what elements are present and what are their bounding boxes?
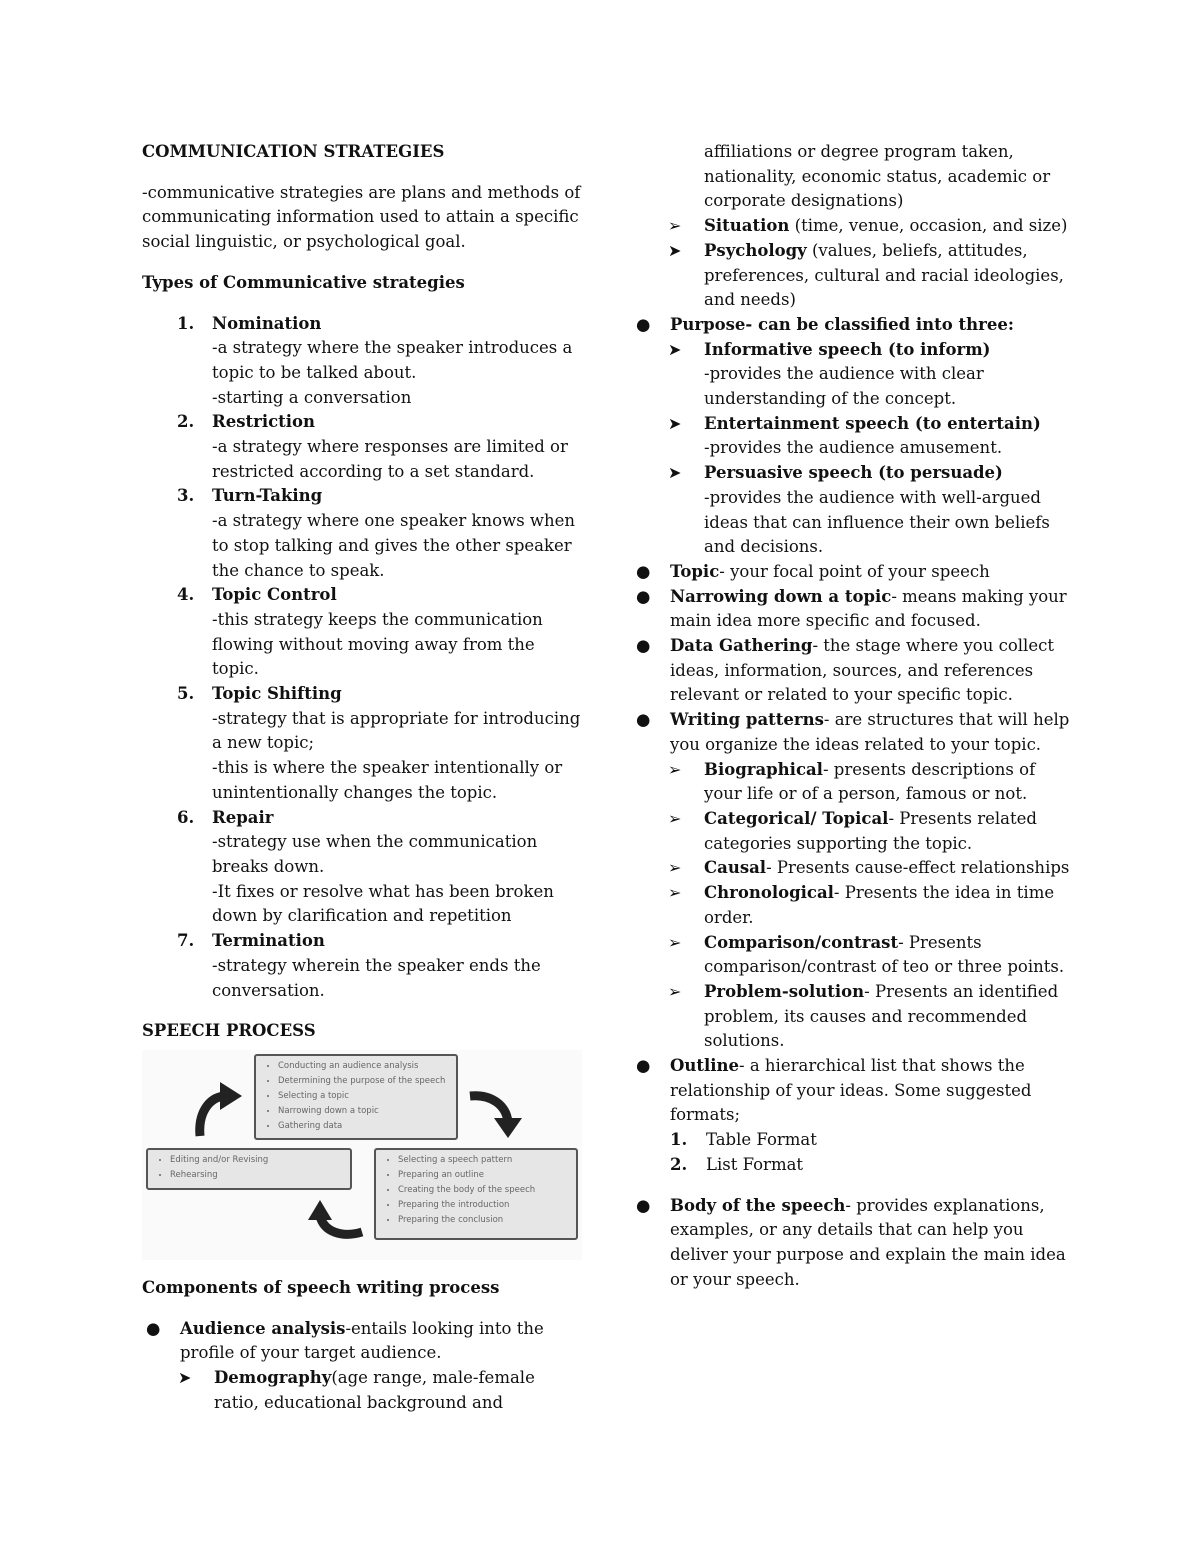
strategy-name: Nomination bbox=[212, 313, 322, 333]
strategy-item bbox=[142, 583, 582, 682]
pattern-item bbox=[668, 856, 1072, 881]
body-of-speech-label: Body of the speech bbox=[670, 1195, 846, 1215]
arrowhead-bullet-icon: ➢ bbox=[668, 808, 682, 828]
demography-text: (age range, male-female ratio, educational background and bbox=[214, 1368, 535, 1412]
situation-text: (time, venue, occasion, and size) bbox=[789, 216, 1068, 236]
bullet-icon: ● bbox=[636, 561, 651, 581]
diagram-step: • Editing and/or Revising bbox=[170, 1153, 342, 1168]
pattern-text: - Presents cause-effect relationships bbox=[766, 858, 1070, 878]
strategy-desc: -starting a conversation bbox=[212, 387, 412, 407]
pattern-label: Causal bbox=[704, 858, 767, 878]
pattern-text: - Presents an identified problem, its causes and recommended solutions. bbox=[704, 981, 1059, 1051]
arrowhead-bullet-icon: ➢ bbox=[668, 759, 682, 779]
psychology-label: Psychology bbox=[704, 240, 807, 260]
strategy-desc: -It fixes or resolve what has been broken down by clarification and repetition bbox=[212, 881, 554, 926]
bullet-icon: ● bbox=[636, 636, 651, 656]
left-column bbox=[142, 140, 582, 1415]
diagram-step: • Determining the purpose of the speech bbox=[278, 1074, 448, 1089]
curved-arrow-up-icon bbox=[190, 1080, 246, 1140]
strategy-number: 2. bbox=[177, 412, 195, 432]
data-gathering-item bbox=[632, 634, 1072, 708]
strategy-number: 5. bbox=[177, 684, 195, 704]
pattern-text: - Presents the idea in time order. bbox=[704, 883, 1055, 927]
strategy-desc: -a strategy where one speaker knows when to stop talking and gives the other speaker the chance to speak. bbox=[212, 511, 576, 580]
strategy-desc: -strategy wherein the speaker ends the conversation. bbox=[212, 955, 541, 1000]
strategy-list bbox=[142, 312, 582, 1004]
bullet-icon: ● bbox=[636, 710, 651, 730]
pattern-item bbox=[668, 980, 1072, 1054]
demography-continuation: affiliations or degree program taken, nationality, economic status, academic or corporate designations) bbox=[704, 142, 1051, 211]
situation-item bbox=[668, 214, 1072, 239]
arrowhead-bullet-icon: ➤ bbox=[668, 339, 682, 359]
pattern-label: Biographical bbox=[704, 759, 823, 779]
demography-item bbox=[178, 1366, 582, 1415]
intro-paragraph: -communicative strategies are plans and methods of communicating information used to attain a specific social linguistic, or psychological goal. bbox=[142, 182, 581, 252]
body-of-speech-text: - provides explanations, examples, or any details that can help you deliver your purpose and explain the main idea or your speech. bbox=[670, 1195, 1066, 1289]
components-heading: Components of speech writing process bbox=[142, 1277, 500, 1297]
diagram-step: • Gathering data bbox=[278, 1119, 448, 1134]
right-column bbox=[632, 140, 1072, 1292]
strategy-name: Topic Control bbox=[212, 585, 337, 605]
diagram-box-postwriting bbox=[146, 1148, 352, 1190]
strategy-name: Turn-Taking bbox=[212, 486, 323, 506]
strategy-desc: -strategy use when the communication breaks down. bbox=[212, 832, 538, 876]
strategy-item bbox=[142, 682, 582, 806]
outline-text: - a hierarchical list that shows the relationship of your ideas. Some suggested formats; bbox=[670, 1056, 1032, 1125]
bullet-icon: ● bbox=[636, 1056, 651, 1076]
bullet-icon: ● bbox=[146, 1318, 161, 1338]
narrowing-item bbox=[632, 585, 1072, 634]
psychology-item bbox=[668, 239, 1072, 313]
strategy-item bbox=[142, 484, 582, 583]
speech-process-diagram bbox=[142, 1050, 582, 1260]
diagram-step: • Selecting a topic bbox=[278, 1089, 448, 1104]
arrowhead-bullet-icon: ➢ bbox=[668, 883, 682, 903]
diagram-step: • Rehearsing bbox=[170, 1168, 342, 1183]
topic-text: - your focal point of your speech bbox=[719, 561, 990, 581]
arrowhead-bullet-icon: ➢ bbox=[668, 858, 682, 878]
pattern-text: - presents descriptions of your life or of a person, famous or not. bbox=[704, 759, 1036, 804]
strategy-name: Restriction bbox=[212, 412, 316, 432]
strategy-item bbox=[142, 929, 582, 1003]
audience-analysis-item bbox=[142, 1317, 582, 1366]
purpose-type-text: -provides the audience with clear understanding of the concept. bbox=[704, 364, 984, 409]
purpose-type-label: Persuasive speech (to persuade) bbox=[704, 463, 1003, 483]
pattern-text: - Presents comparison/contrast of teo or three points. bbox=[704, 932, 1065, 977]
format-number: 2. bbox=[670, 1154, 688, 1174]
arrowhead-bullet-icon: ➤ bbox=[178, 1368, 192, 1388]
bullet-icon: ● bbox=[636, 586, 651, 606]
arrowhead-bullet-icon: ➤ bbox=[668, 413, 682, 433]
speech-process-heading: SPEECH PROCESS bbox=[142, 1021, 316, 1041]
purpose-type-item bbox=[668, 412, 1072, 461]
pattern-text: - Presents related categories supporting the topic. bbox=[704, 808, 1037, 853]
strategy-desc: -this strategy keeps the communication flowing without moving away from the topic. bbox=[212, 609, 543, 679]
writing-patterns-text: - are structures that will help you organize the ideas related to your topic. bbox=[670, 710, 1070, 754]
body-of-speech-item bbox=[632, 1194, 1072, 1293]
diagram-step: • Creating the body of the speech bbox=[398, 1183, 568, 1198]
purpose-type-label: Entertainment speech (to entertain) bbox=[704, 413, 1041, 433]
pattern-label: Problem-solution bbox=[704, 981, 865, 1001]
strategy-number: 1. bbox=[177, 313, 195, 333]
arrowhead-bullet-icon: ➤ bbox=[668, 240, 682, 260]
outline-label: Outline bbox=[670, 1056, 740, 1076]
curved-arrow-left-icon bbox=[304, 1198, 366, 1244]
diagram-box-prewriting bbox=[254, 1054, 458, 1140]
diagram-box-writing bbox=[374, 1148, 578, 1240]
strategy-number: 6. bbox=[177, 807, 195, 827]
writing-patterns-label: Writing patterns bbox=[670, 710, 824, 730]
pattern-item bbox=[668, 881, 1072, 930]
format-item bbox=[670, 1153, 1072, 1178]
purpose-type-label: Informative speech (to inform) bbox=[704, 339, 991, 359]
format-text: List Format bbox=[706, 1154, 804, 1174]
format-item bbox=[670, 1128, 1072, 1153]
outline-item bbox=[632, 1054, 1072, 1128]
arrowhead-bullet-icon: ➤ bbox=[668, 463, 682, 483]
strategy-name: Termination bbox=[212, 931, 325, 951]
strategy-number: 3. bbox=[177, 486, 195, 506]
arrowhead-bullet-icon: ➢ bbox=[668, 932, 682, 952]
purpose-type-item bbox=[668, 338, 1072, 412]
pattern-item bbox=[668, 807, 1072, 856]
purpose-type-text: -provides the audience amusement. bbox=[704, 438, 1003, 458]
diagram-step: • Preparing the conclusion bbox=[398, 1213, 568, 1228]
strategy-number: 7. bbox=[177, 931, 195, 951]
strategy-desc: -a strategy where responses are limited or restricted according to a set standard. bbox=[212, 437, 568, 481]
narrowing-text: - means making your main idea more specific and focused. bbox=[670, 586, 1067, 631]
strategy-name: Topic Shifting bbox=[212, 684, 342, 704]
diagram-step: • Conducting an audience analysis bbox=[278, 1059, 448, 1074]
pattern-item bbox=[668, 758, 1072, 807]
format-number: 1. bbox=[670, 1130, 688, 1150]
format-text: Table Format bbox=[706, 1130, 817, 1150]
diagram-step: • Narrowing down a topic bbox=[278, 1104, 448, 1119]
strategy-item bbox=[142, 410, 582, 484]
narrowing-label: Narrowing down a topic bbox=[670, 586, 892, 606]
writing-patterns-item bbox=[632, 708, 1072, 757]
purpose-label: Purpose- can be classified into three: bbox=[670, 314, 1014, 334]
types-heading: Types of Communicative strategies bbox=[142, 272, 465, 292]
purpose-item bbox=[632, 313, 1072, 338]
situation-label: Situation bbox=[704, 216, 790, 236]
pattern-item bbox=[668, 931, 1072, 980]
strategy-number: 4. bbox=[177, 585, 195, 605]
strategy-desc: -a strategy where the speaker introduces a topic to be talked about. bbox=[212, 338, 573, 382]
audience-analysis-label: Audience analysis bbox=[180, 1318, 346, 1338]
data-gathering-text: - the stage where you collect ideas, information, sources, and references relevant or related to your specific topic. bbox=[670, 636, 1054, 705]
purpose-type-item bbox=[668, 461, 1072, 560]
strategy-item bbox=[142, 806, 582, 930]
topic-label: Topic bbox=[670, 561, 720, 581]
page-title: COMMUNICATION STRATEGIES bbox=[142, 142, 445, 161]
strategy-name: Repair bbox=[212, 807, 274, 827]
curved-arrow-down-icon bbox=[466, 1086, 526, 1142]
audience-analysis-text: -entails looking into the profile of your target audience. bbox=[180, 1318, 544, 1363]
purpose-type-text: -provides the audience with well-argued ideas that can influence their own beliefs and decisions. bbox=[704, 487, 1050, 557]
arrowhead-bullet-icon: ➢ bbox=[668, 216, 682, 236]
strategy-desc: -strategy that is appropriate for introducing a new topic; bbox=[212, 708, 581, 753]
strategy-item bbox=[142, 312, 582, 411]
diagram-step: • Preparing the introduction bbox=[398, 1198, 568, 1213]
bullet-icon: ● bbox=[636, 1195, 651, 1215]
diagram-step: • Preparing an outline bbox=[398, 1168, 568, 1183]
arrowhead-bullet-icon: ➢ bbox=[668, 981, 682, 1001]
topic-item bbox=[632, 560, 1072, 585]
diagram-step: • Selecting a speech pattern bbox=[398, 1153, 568, 1168]
strategy-desc: -this is where the speaker intentionally or unintentionally changes the topic. bbox=[212, 758, 563, 802]
pattern-label: Categorical/ Topical bbox=[704, 808, 889, 828]
psychology-text: (values, beliefs, attitudes, preferences, cultural and racial ideologies, and needs) bbox=[704, 240, 1064, 310]
bullet-icon: ● bbox=[636, 314, 651, 334]
pattern-label: Comparison/contrast bbox=[704, 932, 899, 952]
demography-label: Demography bbox=[214, 1368, 332, 1388]
pattern-label: Chronological bbox=[704, 883, 834, 903]
data-gathering-label: Data Gathering bbox=[670, 636, 813, 656]
